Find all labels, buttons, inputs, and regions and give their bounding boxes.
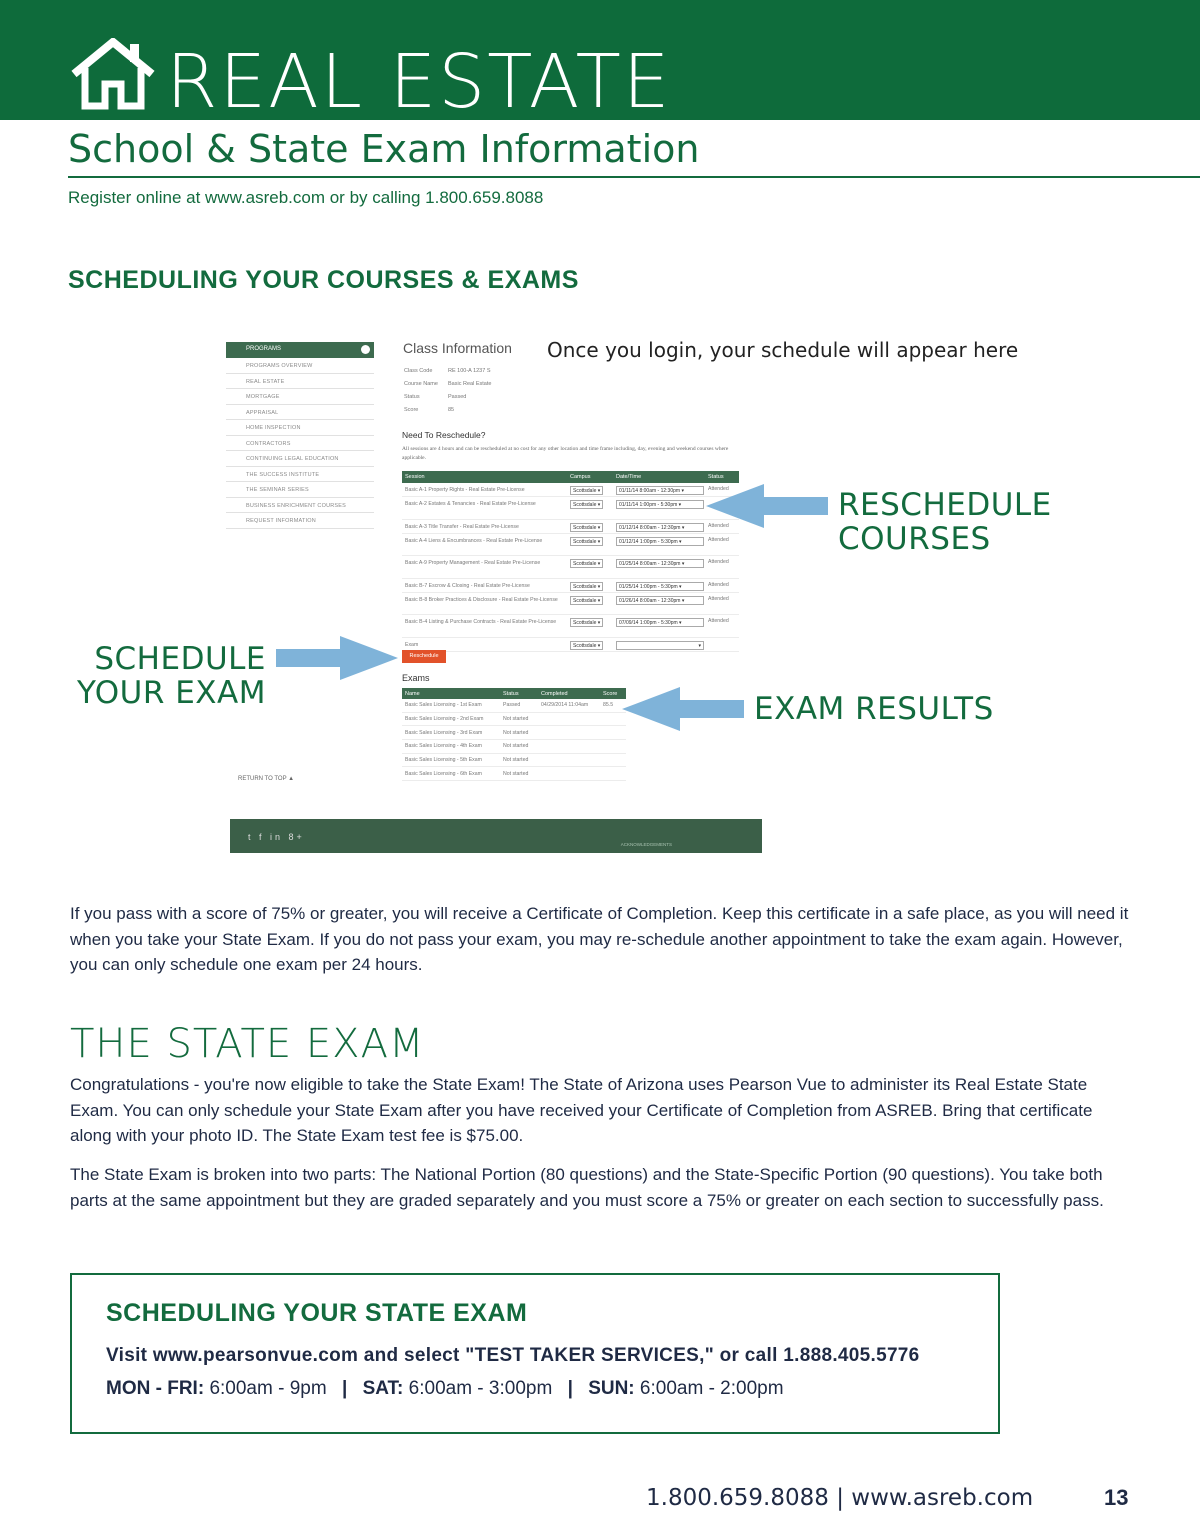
column-header: Name <box>405 690 420 697</box>
column-header: Score <box>603 690 618 697</box>
class-info-list <box>404 368 491 420</box>
sidebar-item[interactable]: BUSINESS ENRICHMENT COURSES <box>226 498 374 514</box>
exam-name: Basic Sales Licensing - 5th Exam <box>405 757 482 764</box>
page-title: REAL ESTATE <box>166 39 672 125</box>
campus-cell <box>570 537 616 546</box>
acknowledgements-link[interactable]: ACKNOWLEDGEMENTS <box>620 842 672 847</box>
session-status: Attended <box>708 486 729 492</box>
reschedule-button[interactable]: Reschedule <box>402 650 446 663</box>
datetime-cell <box>616 500 708 509</box>
state-exam-paragraph-1: Congratulations - you're now eligible to take the State Exam! The State of Arizona uses Pearson Vue to administer its Real Estate State Exam. You can only schedule your State Exam after you have received your Certificate of Completion from ASREB. Bring that certificate along with your photo ID. The State Exam test fee is $75.00. <box>70 1075 1093 1145</box>
office-hours <box>106 1378 784 1400</box>
callout-exam-results: EXAM RESULTS <box>754 691 994 727</box>
exam-row <box>402 713 626 727</box>
campus-select[interactable]: Scottsdale ▾ <box>570 500 603 509</box>
exam-name: Basic Sales Licensing - 4th Exam <box>405 743 482 750</box>
pass-paragraph: If you pass with a score of 75% or greater, you will receive a Certificate of Completion. Keep this certificate in a safe place, as you will need it when you take your State Exam. If you do not pass your exam, you may re-schedule another appointment to take the exam again. However, you can only schedule one exam per 24 hours. <box>70 904 1129 974</box>
sidebar-item[interactable]: THE SUCCESS INSTITUTE <box>226 467 374 483</box>
session-row <box>402 520 739 534</box>
footer-contact: 1.800.659.8088 | www.asreb.com <box>646 1485 1034 1511</box>
session-status: Attended <box>708 581 729 588</box>
reschedule-description: All sessions are 4 hours and can be rescheduled at no cost for any other location and time frame including, day, evening and weekend courses where applicable. <box>402 446 729 461</box>
state-exam-paragraph-2: The State Exam is broken into two parts: The National Portion (80 questions) and the State-Specific Portion (90 questions). You take both parts at the same appointment but they are graded separately and you must score a 75% or greater on each section to successfully pass. <box>70 1165 1104 1210</box>
state-exam-scheduling-box <box>70 1273 1000 1434</box>
sidebar-item[interactable]: REQUEST INFORMATION <box>226 513 374 529</box>
session-name: Exam <box>405 641 419 648</box>
social-icons[interactable]: t f in 8+ <box>248 832 305 842</box>
exam-completed: 04/29/2014 11:04am <box>541 702 589 709</box>
programs-sidebar <box>226 342 374 529</box>
campus-select[interactable]: Scottsdale ▾ <box>570 559 603 568</box>
campus-select[interactable]: Scottsdale ▾ <box>570 537 603 546</box>
sidebar-item[interactable]: CONTINUING LEGAL EDUCATION <box>226 451 374 467</box>
campus-cell <box>570 559 616 568</box>
datetime-select[interactable]: 01/11/14 1:00pm - 5:30pm ▾ <box>616 500 704 509</box>
class-information-title: Class Information <box>403 340 512 356</box>
hours-separator: | <box>341 1378 348 1399</box>
sidebar-item[interactable]: APPRAISAL <box>226 405 374 421</box>
page-number: 13 <box>1104 1485 1129 1510</box>
exam-row <box>402 754 626 768</box>
arrow-left-icon <box>706 484 828 528</box>
datetime-cell <box>616 486 708 495</box>
session-name: Basic A-9 Property Management - Real Estate Pre-License <box>405 560 541 566</box>
datetime-select[interactable]: 01/25/14 1:00pm - 5:30pm ▾ <box>616 582 704 591</box>
exam-status: Not started <box>503 716 529 723</box>
hours-sunday: 6:00am - 2:00pm <box>639 1378 784 1399</box>
column-header: Completed <box>541 690 568 697</box>
datetime-cell <box>616 537 708 546</box>
datetime-select[interactable]: 01/11/14 8:00am - 12:30pm ▾ <box>616 486 704 495</box>
class-info-row <box>404 368 491 381</box>
exam-status: Not started <box>503 757 529 764</box>
exam-row <box>402 726 626 740</box>
campus-select[interactable]: Scottsdale ▾ <box>570 641 603 650</box>
session-row <box>402 593 739 616</box>
info-value: Basic Real Estate <box>448 381 492 387</box>
datetime-cell <box>616 523 708 532</box>
class-info-row <box>404 394 491 407</box>
session-status: Attended <box>708 618 729 624</box>
sidebar-item[interactable]: CONTRACTORS <box>226 436 374 452</box>
hours-label-sunday: SUN: <box>588 1378 635 1399</box>
campus-select[interactable]: Scottsdale ▾ <box>570 582 603 591</box>
datetime-select[interactable]: ▾ <box>616 641 704 650</box>
exam-row <box>402 699 626 713</box>
session-name: Basic B-8 Broker Practices & Disclosure - Real Estate Pre-License <box>405 596 558 603</box>
hours-label-weekday: MON - FRI: <box>106 1378 205 1399</box>
arrow-right-icon <box>276 636 398 680</box>
datetime-select[interactable]: 01/12/14 8:00am - 12:30pm ▾ <box>616 523 704 532</box>
campus-select[interactable]: Scottsdale ▾ <box>570 523 603 532</box>
session-row <box>402 638 739 652</box>
session-name: Basic B-4 Listing & Purchase Contracts - Real Estate Pre-License <box>405 619 557 625</box>
campus-cell <box>570 500 616 509</box>
session-row <box>402 534 739 557</box>
header-divider <box>68 176 1200 178</box>
arrow-left-icon <box>622 687 744 731</box>
session-row <box>402 483 739 497</box>
session-name: Basic B-7 Escrow & Closing - Real Estate Pre-License <box>405 582 530 589</box>
info-key: Course Name <box>404 381 438 387</box>
exams-table-header <box>402 688 626 699</box>
exams-title: Exams <box>402 673 430 683</box>
exam-name: Basic Sales Licensing - 1st Exam <box>405 702 482 709</box>
column-header: Status <box>708 474 724 480</box>
box-heading: SCHEDULING YOUR STATE EXAM <box>106 1299 528 1327</box>
campus-cell <box>570 618 616 627</box>
header-banner <box>0 0 1200 125</box>
session-row <box>402 579 739 593</box>
page-subtitle: School & State Exam Information <box>68 127 700 171</box>
section-heading-scheduling: SCHEDULING YOUR COURSES & EXAMS <box>68 266 579 294</box>
info-value: Passed <box>448 394 467 400</box>
session-row <box>402 497 739 520</box>
campus-cell <box>570 486 616 495</box>
exam-status: Not started <box>503 729 529 736</box>
session-name: Basic A-1 Property Rights - Real Estate Pre-License <box>405 487 525 493</box>
datetime-cell <box>616 641 708 650</box>
session-status: Attended <box>708 522 729 529</box>
callout-reschedule-courses <box>838 488 1052 556</box>
callout-line: SCHEDULE <box>94 641 266 677</box>
sidebar-item[interactable]: PROGRAMS OVERVIEW <box>226 358 374 374</box>
campus-cell <box>570 641 616 650</box>
session-name: Basic A-3 Title Transfer - Real Estate Pre-License <box>405 523 519 530</box>
sidebar-item[interactable]: THE SEMINAR SERIES <box>226 482 374 498</box>
register-info: Register online at www.asreb.com or by calling 1.800.659.8088 <box>68 188 544 207</box>
info-key: Score <box>404 407 419 413</box>
info-value: 85 <box>448 407 455 413</box>
reschedule-title: Need To Reschedule? <box>402 430 486 440</box>
session-status: Attended <box>708 536 729 543</box>
info-key: Class Code <box>404 368 433 374</box>
exam-name: Basic Sales Licensing - 2nd Exam <box>405 716 484 723</box>
session-row <box>402 556 739 579</box>
info-key: Status <box>404 394 420 400</box>
column-header: Status <box>503 690 519 697</box>
datetime-cell <box>616 618 708 627</box>
column-header: Date/Time <box>616 474 642 480</box>
hours-weekday: 6:00am - 9pm <box>209 1378 327 1399</box>
hours-saturday: 6:00am - 3:00pm <box>408 1378 553 1399</box>
datetime-select[interactable]: 01/26/14 8:00am - 12:30pm ▾ <box>616 596 704 605</box>
exam-row <box>402 740 626 754</box>
datetime-select[interactable]: 01/12/14 1:00pm - 5:30pm ▾ <box>616 537 704 546</box>
expand-icon[interactable] <box>361 345 370 354</box>
sidebar-header-label: PROGRAMS <box>246 346 282 352</box>
state-exam-heading: THE STATE EXAM <box>70 1021 425 1067</box>
site-footer-bar <box>230 819 762 853</box>
exam-status: Not started <box>503 770 529 777</box>
exams-table <box>402 688 626 781</box>
house-icon <box>70 38 156 110</box>
session-name: Basic A-4 Liens & Encumbrances - Real Estate Pre-License <box>405 537 543 544</box>
session-status: Attended <box>708 595 729 602</box>
return-to-top-link[interactable]: RETURN TO TOP ▲ <box>238 776 295 782</box>
exam-row <box>402 767 626 781</box>
exam-status: Passed <box>503 702 521 709</box>
callout-line: RESCHEDULE <box>838 487 1052 523</box>
exam-name: Basic Sales Licensing - 6th Exam <box>405 770 482 777</box>
class-info-row <box>404 407 491 420</box>
session-status: Attended <box>708 559 729 565</box>
sidebar-header[interactable] <box>226 342 374 358</box>
column-header: Session <box>405 474 425 480</box>
campus-cell <box>570 596 616 605</box>
info-value: RE 100-A 1237 S <box>448 368 491 374</box>
column-header: Campus <box>570 474 591 480</box>
campus-select[interactable]: Scottsdale ▾ <box>570 596 603 605</box>
hours-separator: | <box>567 1378 573 1399</box>
callout-line: YOUR EXAM <box>76 675 266 711</box>
datetime-cell <box>616 559 708 568</box>
sidebar-item[interactable]: MORTGAGE <box>226 389 374 405</box>
session-name: Basic A-2 Estates & Tenancies - Real Estate Pre-License <box>405 501 536 507</box>
datetime-cell <box>616 582 708 591</box>
session-row <box>402 615 739 638</box>
class-info-row <box>404 381 491 394</box>
exam-name: Basic Sales Licensing - 3rd Exam <box>405 729 483 736</box>
session-table-header <box>402 471 739 483</box>
exam-score: 85.5 <box>603 702 614 709</box>
datetime-select[interactable]: 07/09/14 1:00pm - 5:30pm ▾ <box>616 618 704 627</box>
exam-status: Not started <box>503 743 529 750</box>
callout-line: COURSES <box>838 521 991 557</box>
campus-cell <box>570 523 616 532</box>
campus-select[interactable]: Scottsdale ▾ <box>570 618 603 627</box>
session-table <box>402 471 739 652</box>
sidebar-item[interactable]: REAL ESTATE <box>226 374 374 390</box>
campus-select[interactable]: Scottsdale ▾ <box>570 486 603 495</box>
sidebar-item[interactable]: HOME INSPECTION <box>226 420 374 436</box>
campus-cell <box>570 582 616 591</box>
callout-schedule-exam <box>70 642 266 710</box>
datetime-select[interactable]: 01/25/14 8:00am - 12:30pm ▾ <box>616 559 704 568</box>
login-note: Once you login, your schedule will appear here <box>547 338 1019 362</box>
datetime-cell <box>616 596 708 605</box>
pearson-vue-instructions: Visit www.pearsonvue.com and select "TEST TAKER SERVICES," or call 1.888.405.5776 <box>106 1345 920 1366</box>
hours-label-saturday: SAT: <box>362 1378 404 1399</box>
